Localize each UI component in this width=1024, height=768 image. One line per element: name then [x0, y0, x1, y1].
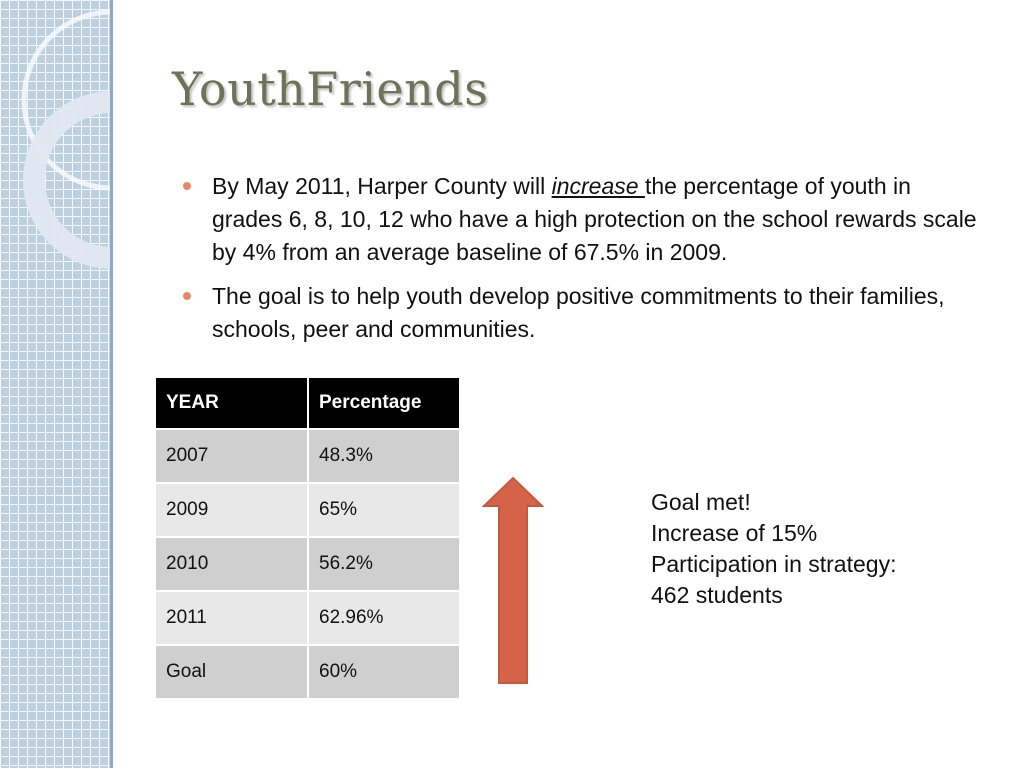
table-cell-percentage: 48.3% — [308, 429, 460, 483]
table-cell-year: 2009 — [155, 483, 308, 537]
decorative-rings — [0, 0, 113, 768]
bullet-dot-icon — [183, 292, 191, 300]
table-row — [155, 429, 460, 483]
table-cell-percentage: 60% — [308, 645, 460, 699]
table-row — [155, 645, 460, 699]
slide-title: YouthFriends — [172, 62, 489, 116]
table-cell-percentage: 56.2% — [308, 537, 460, 591]
bullet-text: The goal is to help youth develop positive commitments to their families, schools, peer and communities. — [212, 283, 945, 342]
table-row — [155, 483, 460, 537]
table-cell-year: 2007 — [155, 429, 308, 483]
table-cell-percentage: 65% — [308, 483, 460, 537]
goal-note — [651, 487, 896, 611]
table-cell-year: 2011 — [155, 591, 308, 645]
year-percentage-table — [154, 376, 461, 700]
bullet-list — [183, 170, 983, 357]
table-row — [155, 591, 460, 645]
bullet-text-end: the percentage of youth in grades 6, 8, 10, 12 who have a high protection on the school rewards scale by 4% from an average baseline of 67.5% in 2009. — [212, 173, 977, 265]
bullet-text-start: By May 2011, Harper County will — [212, 173, 552, 199]
note-line: Goal met! — [651, 489, 751, 515]
header-year: YEAR — [155, 377, 308, 429]
note-line: Increase of 15% — [651, 520, 818, 546]
up-arrow-icon — [482, 476, 544, 686]
table-cell-year: Goal — [155, 645, 308, 699]
side-strip-edge — [110, 0, 113, 768]
table-header-row — [155, 377, 460, 429]
note-line: Participation in strategy: — [651, 551, 897, 577]
bullet-item — [183, 170, 983, 269]
table-cell-percentage: 62.96% — [308, 591, 460, 645]
bullet-item — [183, 280, 983, 346]
note-line: 462 students — [651, 582, 783, 608]
table-cell-year: 2010 — [155, 537, 308, 591]
table-row — [155, 537, 460, 591]
decorative-side-strip — [0, 0, 113, 768]
bullet-dot-icon — [183, 182, 191, 190]
header-percentage: Percentage — [308, 377, 460, 429]
bullet-emphasis: increase — [551, 173, 645, 199]
